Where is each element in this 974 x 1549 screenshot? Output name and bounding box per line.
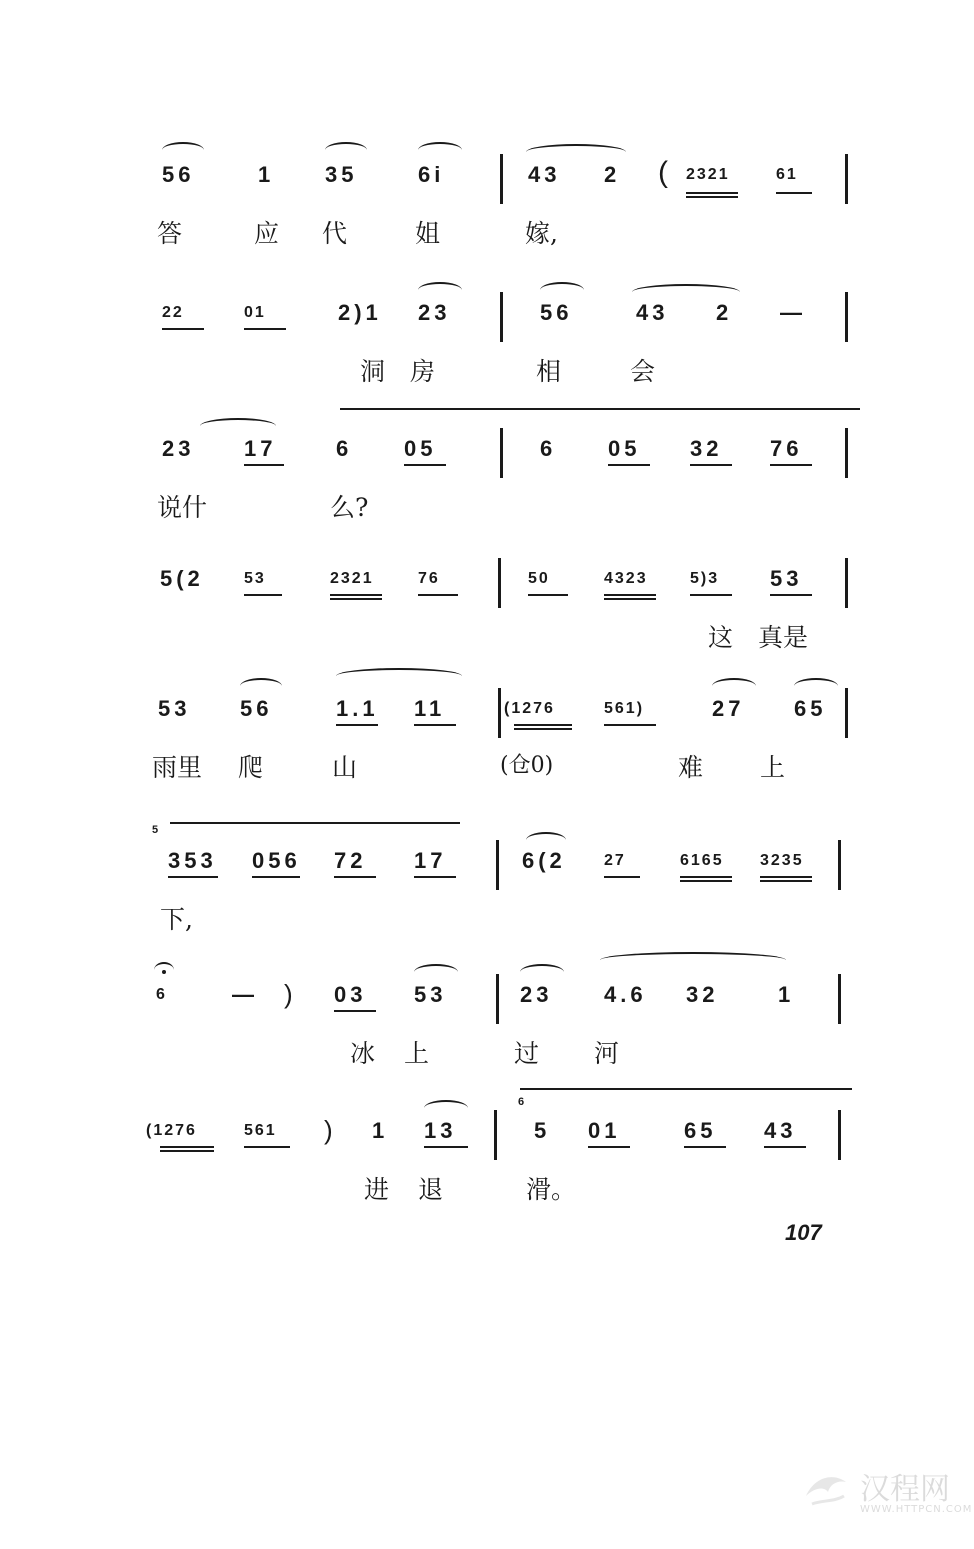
note-group: 17	[414, 848, 447, 873]
underline	[252, 876, 300, 878]
slur	[526, 144, 626, 160]
slur	[600, 952, 786, 968]
lyric: 上	[404, 1039, 430, 1068]
note-group: 6165	[680, 852, 724, 869]
lyric: 答	[157, 219, 183, 248]
underline	[418, 594, 458, 596]
lyric: 进	[364, 1175, 390, 1204]
underline	[244, 594, 282, 596]
note-group: 05	[608, 436, 641, 461]
note-group: 35	[325, 162, 358, 187]
note-group: 4.6	[604, 982, 647, 1007]
underline	[336, 724, 378, 726]
note-group: 6i	[418, 162, 445, 187]
underline	[414, 724, 456, 726]
note-group: 13	[424, 1118, 457, 1143]
note-group: 53	[414, 982, 447, 1007]
lyric: (仓0)	[500, 753, 554, 778]
slur	[520, 964, 564, 980]
watermark-logo-icon	[800, 1460, 856, 1516]
note-group: 32	[690, 436, 723, 461]
slur	[336, 668, 462, 684]
note-group: 2	[604, 162, 621, 187]
underline	[684, 1146, 726, 1148]
underline	[162, 328, 204, 330]
lyric: 山	[332, 753, 358, 782]
bar-line	[845, 688, 848, 738]
note-group: 01	[588, 1118, 621, 1143]
underline	[514, 728, 572, 730]
underline	[604, 594, 656, 596]
bar-line	[496, 974, 499, 1024]
slur	[162, 142, 204, 158]
note-group: 53	[158, 696, 191, 721]
underline	[168, 876, 218, 878]
note-group: 1	[778, 982, 795, 1007]
bar-line	[500, 292, 503, 342]
lyric: 洞	[360, 357, 386, 386]
lyric: 真是	[758, 623, 809, 652]
underline	[330, 598, 382, 600]
fermata-dot	[162, 970, 166, 974]
bar-line	[845, 154, 848, 204]
lyric: 会	[630, 357, 656, 386]
phrase-line	[170, 822, 460, 824]
underline	[680, 880, 732, 882]
note-group: 53	[770, 566, 803, 591]
note-group: 61	[776, 166, 798, 183]
underline	[608, 464, 650, 466]
underline	[770, 464, 812, 466]
watermark-url: WWW.HTTPCN.COM	[860, 1504, 973, 1515]
lyric: 这	[708, 623, 734, 652]
note-group: 65	[684, 1118, 717, 1143]
lyric: 上	[760, 753, 786, 782]
underline	[770, 594, 812, 596]
lyric: 过	[514, 1039, 540, 1068]
underline	[514, 724, 572, 726]
bar-line	[498, 688, 501, 738]
underline	[604, 598, 656, 600]
grace-note: 5	[152, 824, 161, 836]
note-group: 056	[252, 848, 301, 873]
underline	[680, 876, 732, 878]
lyric: 说什	[157, 493, 208, 522]
note-group: 2321	[330, 570, 374, 587]
note-group: 17	[244, 436, 277, 461]
note-group: 43	[636, 300, 669, 325]
note-group: 4323	[604, 570, 648, 587]
note-group: 43	[764, 1118, 797, 1143]
bar-line	[498, 558, 501, 608]
note-group: 56	[240, 696, 273, 721]
slur	[418, 142, 462, 158]
note-group: 50	[528, 570, 550, 587]
underline	[760, 880, 812, 882]
underline	[424, 1146, 468, 1148]
note-group: 6	[156, 986, 167, 1003]
note-group: 5	[534, 1118, 551, 1143]
lyric: 滑。	[526, 1175, 577, 1204]
bracket-open: (	[658, 156, 672, 189]
note-group: 56	[540, 300, 573, 325]
grace-note: 6	[518, 1096, 527, 1108]
bar-line	[838, 840, 841, 890]
bar-line	[845, 292, 848, 342]
slur	[540, 282, 584, 298]
note-group: 1	[258, 162, 275, 187]
underline	[244, 1146, 290, 1148]
note-group: 76	[770, 436, 803, 461]
slur	[526, 832, 566, 848]
lyric: 河	[594, 1039, 620, 1068]
underline	[686, 196, 738, 198]
underline	[160, 1146, 214, 1148]
note-group: 6(2	[522, 848, 566, 873]
lyric: 房	[410, 357, 436, 386]
lyric: 爬	[238, 753, 264, 782]
note-group: 6	[540, 436, 557, 461]
underline	[334, 876, 376, 878]
note-group: 2	[716, 300, 733, 325]
note-group: 01	[244, 304, 266, 321]
watermark	[800, 1460, 973, 1540]
dash: —	[780, 300, 806, 325]
underline	[528, 594, 568, 596]
bar-line	[494, 1110, 497, 1160]
note-group: 27	[604, 852, 626, 869]
dash: —	[232, 982, 258, 1007]
note-group: 561)	[604, 700, 645, 717]
note-group: 27	[712, 696, 745, 721]
lyric: 应	[254, 219, 280, 248]
note-group: 3235	[760, 852, 804, 869]
note-group: 23	[162, 436, 195, 461]
bar-line	[845, 558, 848, 608]
note-group: 23	[418, 300, 451, 325]
underline	[404, 464, 446, 466]
page-number: 107	[785, 1220, 822, 1245]
underline	[330, 594, 382, 596]
slur	[424, 1100, 468, 1116]
bar-line	[500, 154, 503, 204]
note-group: 72	[334, 848, 367, 873]
bracket-close: )	[284, 979, 297, 1009]
note-group: 22	[162, 304, 184, 321]
note-group: 1	[372, 1118, 389, 1143]
note-group: 5)3	[690, 570, 720, 587]
bar-line	[845, 428, 848, 478]
note-group: 53	[244, 570, 266, 587]
note-group: 23	[520, 982, 553, 1007]
slur	[200, 418, 276, 434]
lyric: 冰	[350, 1039, 376, 1068]
note-group: 11	[414, 696, 446, 721]
slur	[240, 678, 282, 694]
note-group: 76	[418, 570, 440, 587]
underline	[604, 876, 640, 878]
lyric: 嫁,	[525, 219, 558, 248]
underline	[776, 192, 812, 194]
watermark-text: 汉程网	[860, 1472, 950, 1507]
lyric: 姐	[415, 219, 441, 248]
underline	[604, 724, 656, 726]
bracket-close: )	[324, 1115, 337, 1145]
bar-line	[496, 840, 499, 890]
note-group: 2321	[686, 166, 730, 183]
slur	[712, 678, 756, 694]
slur	[414, 964, 458, 980]
underline	[764, 1146, 806, 1148]
note-group: 561	[244, 1122, 277, 1139]
slur	[418, 282, 462, 298]
note-group: 1.1	[336, 696, 379, 721]
underline	[686, 192, 738, 194]
note-group: 43	[528, 162, 561, 187]
note-group: (1276	[504, 700, 555, 717]
note-group: 32	[686, 982, 719, 1007]
lyric: 代	[322, 219, 348, 248]
note-group: 65	[794, 696, 827, 721]
lyric: 相	[536, 357, 562, 386]
note-group: 6	[336, 436, 353, 461]
bar-line	[838, 1110, 841, 1160]
underline	[244, 464, 284, 466]
lyric: 难	[678, 753, 704, 782]
note-group: 5(2	[160, 566, 204, 591]
note-group: 2)1	[338, 300, 382, 325]
lyric: 雨里	[152, 753, 203, 782]
lyric: 下,	[160, 905, 193, 934]
note-group: 05	[404, 436, 437, 461]
slur	[794, 678, 838, 694]
underline	[334, 1010, 376, 1012]
underline	[160, 1150, 214, 1152]
note-group: (1276	[146, 1122, 197, 1139]
slur	[325, 142, 367, 158]
underline	[244, 328, 286, 330]
underline	[690, 464, 732, 466]
phrase-line	[340, 408, 860, 410]
note-group: 56	[162, 162, 195, 187]
underline	[760, 876, 812, 878]
slur	[632, 284, 740, 300]
note-group: 353	[168, 848, 217, 873]
note-group: 03	[334, 982, 367, 1007]
lyric: 退	[418, 1175, 444, 1204]
phrase-line	[520, 1088, 852, 1090]
underline	[588, 1146, 630, 1148]
bar-line	[838, 974, 841, 1024]
underline	[690, 594, 732, 596]
underline	[414, 876, 456, 878]
lyric: 么?	[330, 493, 369, 522]
bar-line	[500, 428, 503, 478]
